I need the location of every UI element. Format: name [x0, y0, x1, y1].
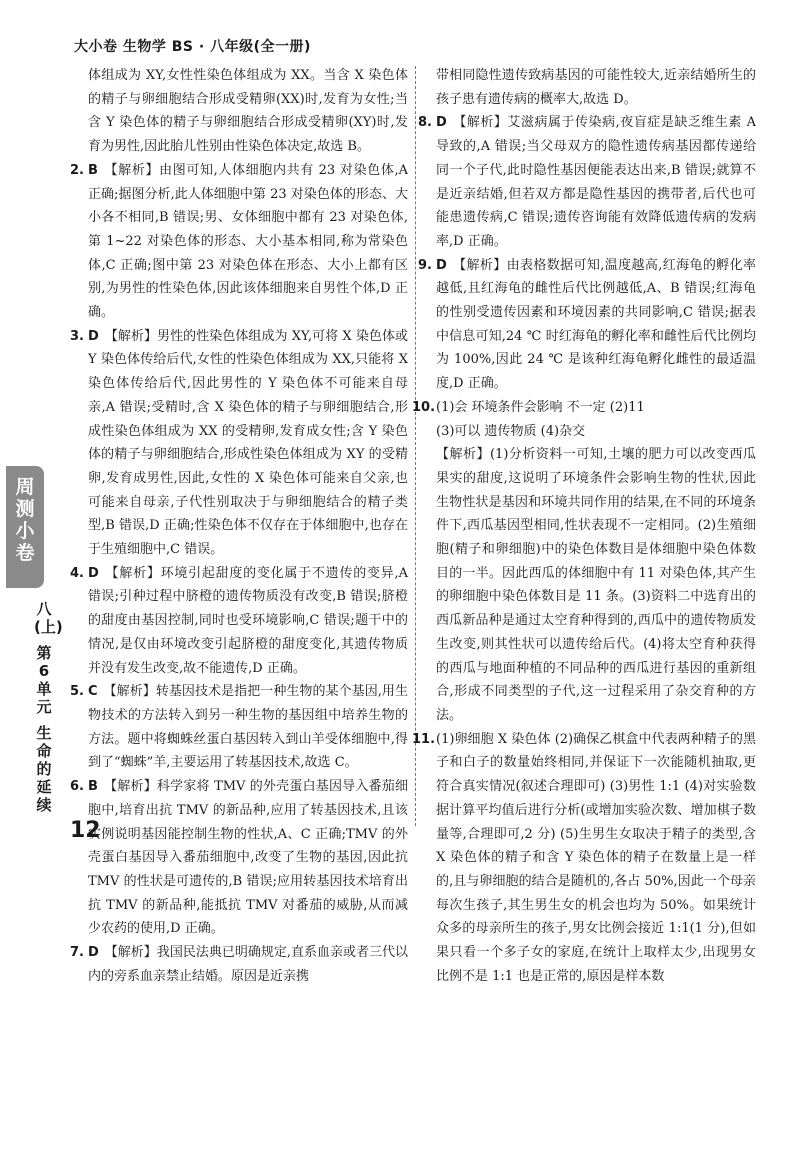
- question-number: 4.: [70, 565, 84, 581]
- question-2: [70, 159, 408, 325]
- question-5: [70, 680, 408, 775]
- weekly-quiz-tab: [6, 466, 44, 588]
- explanation: (1)卵细胞 X 染色体 (2)确保乙棋盒中代表两种精子的黑子和白子的数量始终相同,并保证下一次能随机抽取,更符合真实情况(叙述合理即可) (3)男性 1:1 (4)对实验数据计算平均值后进行分析(或增加实验次数、增加棋子数量等,合理即可,2 分) (5)生男生女取决于精子的类型,含 X 染色体的精子和含 Y 染色体的精子在数量上是一样的,且与卵细胞的结合是随机的,各占 50%,因此一个母亲每次生孩子,其生男生女的机会也均为 50%。如果统计众多的母亲所生的孩子,男女比例会接近 1:1(1 分),但如果只看一个多子女的家庭,在统计上取样太少,出现男女比例不是 1:1 也是正常的,原因是样本数: [436, 731, 756, 984]
- question-10: [412, 396, 756, 728]
- question-7: [70, 941, 408, 988]
- question-number: 7.: [70, 945, 84, 961]
- question-number: 3.: [70, 328, 84, 344]
- explanation: 【解析】科学家将 TMV 的外壳蛋白基因导入番茄细胞中,培育出抗 TMV 的新品种,应用了转基因技术,且该实例说明基因能控制生物的性状,A、C 正确;TMV 的外壳蛋白基因导入番茄细胞中,改变了生物的基因,因此抗 TMV 的性状是可遗传的,B 错误;应用转基因技术培育出抗 TMV 的新品种,能抵抗 TMV 对番茄的威胁,从而减少农药的使用,D 正确。: [88, 779, 408, 937]
- question-8: [418, 111, 756, 253]
- question-number: 5.: [70, 684, 84, 700]
- answer-line-2: (3)可以 遗传物质 (4)杂交: [436, 423, 586, 439]
- explanation: 【解析】艾滋病属于传染病,夜盲症是缺乏维生素 A 导致的,A 错误;当父母双方的隐性遗传病基因都传递给同一个子代,此时隐性基因便能表达出来,B 错误;就算不是近亲结婚,但若双方都是隐性基因的携带者,后代也可能患遗传病,C 错误;遗传咨询能有效降低遗传病的发病率,D 正确。: [436, 115, 756, 249]
- question-4: [70, 562, 408, 681]
- unit-label: 第6单元: [36, 644, 52, 716]
- book-header: 大小卷 生物学 BS · 八年级(全一册): [74, 39, 311, 55]
- explanation: 【解析】男性的性染色体组成为 XY,可将 X 染色体或 Y 染色体传给后代,女性的性染色体组成为 XX,只能将 X 染色体传给后代,因此男性的 Y 染色体不可能来自母亲,A 错误;受精时,含 X 染色体的精子与卵细胞结合,形成性染色体组成为 XX 的受精卵,发育成女性;含 Y 染色体的精子与卵细胞结合,形成性染色体组成为 XY 的受精卵,发育成男性,因此,女性的 X 染色体可能来自父亲,也可能来自母亲,子代性别取决于与卵细胞结合的精子类型,B 错误,D 正确;性染色体不仅存在于体细胞中,也存在于生殖细胞中,C 错误。: [88, 328, 408, 558]
- answer-letter: B: [88, 162, 98, 178]
- topic-label: 生命的延续: [36, 724, 52, 814]
- question-3: [70, 325, 408, 562]
- question-number: 10.: [412, 399, 436, 415]
- answer-letter: D: [436, 115, 447, 131]
- question-number: 9.: [418, 257, 432, 273]
- answer-letter: D: [88, 328, 99, 344]
- explanation: 【解析】由图可知,人体细胞内共有 23 对染色体,A 正确;据图分析,此人体细胞中第 23 对染色体的形态、大小各不相同,B 错误;男、女体细胞中都有 23 对染色体,第 1~22 对染色体的形态、大小基本相同,称为常染色体,C 正确;图中第 23 对染色体在形态、大小上都有区别,为男性的性染色体,因此该体细胞来自男性个体,D 正确。: [88, 162, 408, 321]
- answer-letter: D: [88, 565, 99, 581]
- grade-label: 八(上): [34, 600, 63, 636]
- explanation: 【解析】我国民法典已明确规定,直系血亲或者三代以内的旁系血亲禁止结婚。原因是近亲携: [88, 945, 408, 984]
- explanation: 【解析】环境引起甜度的变化属于不遗传的变异,A 错误;引种过程中脐橙的遗传物质没有改变,B 错误;脐橙的甜度由基因控制,同时也受环境影响,C 错误;题干中的情况,是仅由环境改变引起脐橙的甜度变化,其遗传物质并没有发生改变,故不能遗传,D 正确。: [88, 565, 408, 676]
- answer-line-1: (1)会 环境条件会影响 不一定 (2)11: [436, 399, 645, 415]
- answer-letter: D: [436, 257, 447, 273]
- answer-letter: D: [88, 945, 99, 961]
- question-number: 11.: [412, 731, 436, 747]
- question-number: 8.: [418, 115, 432, 131]
- question-number: 6.: [70, 779, 84, 795]
- answer-letter: B: [88, 779, 98, 795]
- left-column: [70, 64, 408, 988]
- column-divider: [415, 66, 416, 826]
- question-number: 2.: [70, 162, 84, 178]
- continued-text: 带相同隐性遗传致病基因的可能性较大,近亲结婚所生的孩子患有遗传病的概率大,故选 D。: [436, 68, 756, 107]
- continued-text: 体组成为 XY,女性性染色体组成为 XX。当含 X 染色体的精子与卵细胞结合形成受精卵(XX)时,发育为女性;当含 Y 染色体的精子与卵细胞结合形成受精卵(XY)时,发育为男性,因此胎儿性别由性染色体决定,故选 B。: [88, 68, 408, 155]
- explanation: 【解析】(1)分析资料一可知,土壤的肥力可以改变西瓜果实的甜度,这说明了环境条件会影响生物的性状,因此生物性状是基因和环境共同作用的结果,在不同的环境条件下,西瓜基因型相同,性状表现不一定相同。(2)生殖细胞(精子和卵细胞)中的染色体数目是体细胞中染色体数目的一半。因此西瓜的体细胞中有 11 对染色体,其产生的卵细胞中染色体数目是 11 条。(3)资料二中选育出的西瓜新品种是通过太空育种得到的,西瓜中的遗传物质发生改变,则其性状可以遗传给后代。(4)将太空育种获得的西瓜与地面种植的不同品种的西瓜进行基因的重新组合,形成不同类型的子代,这一过程采用了杂交育种的方法。: [436, 447, 756, 723]
- explanation: 【解析】由表格数据可知,温度越高,红海龟的孵化率越低,且红海龟的雌性后代比例越低,A、B 错误;红海龟的性别受遗传因素和环境因素的共同影响,C 错误;据表中信息可知,24 ℃ 时红海龟的孵化率和雌性后代比例均为 100%,因此 24 ℃ 是该种红海龟孵化雌性的最适温度,D 正确。: [436, 257, 756, 392]
- question-9: [418, 254, 756, 396]
- right-column: [412, 64, 756, 988]
- explanation: 【解析】转基因技术是指把一种生物的某个基因,用生物技术的方法转入到另一种生物的基因组中培养生物的方法。题中将蜘蛛丝蛋白基因转入到山羊受体细胞中,得到了“蜘蛛”羊,主要运用了转基因技术,故选 C。: [88, 684, 408, 771]
- answer-letter: C: [88, 684, 98, 700]
- side-unit-info: [34, 600, 63, 814]
- tab-label: 周测小卷: [15, 476, 35, 564]
- page-number: 12: [70, 818, 101, 843]
- question-11: [412, 728, 756, 989]
